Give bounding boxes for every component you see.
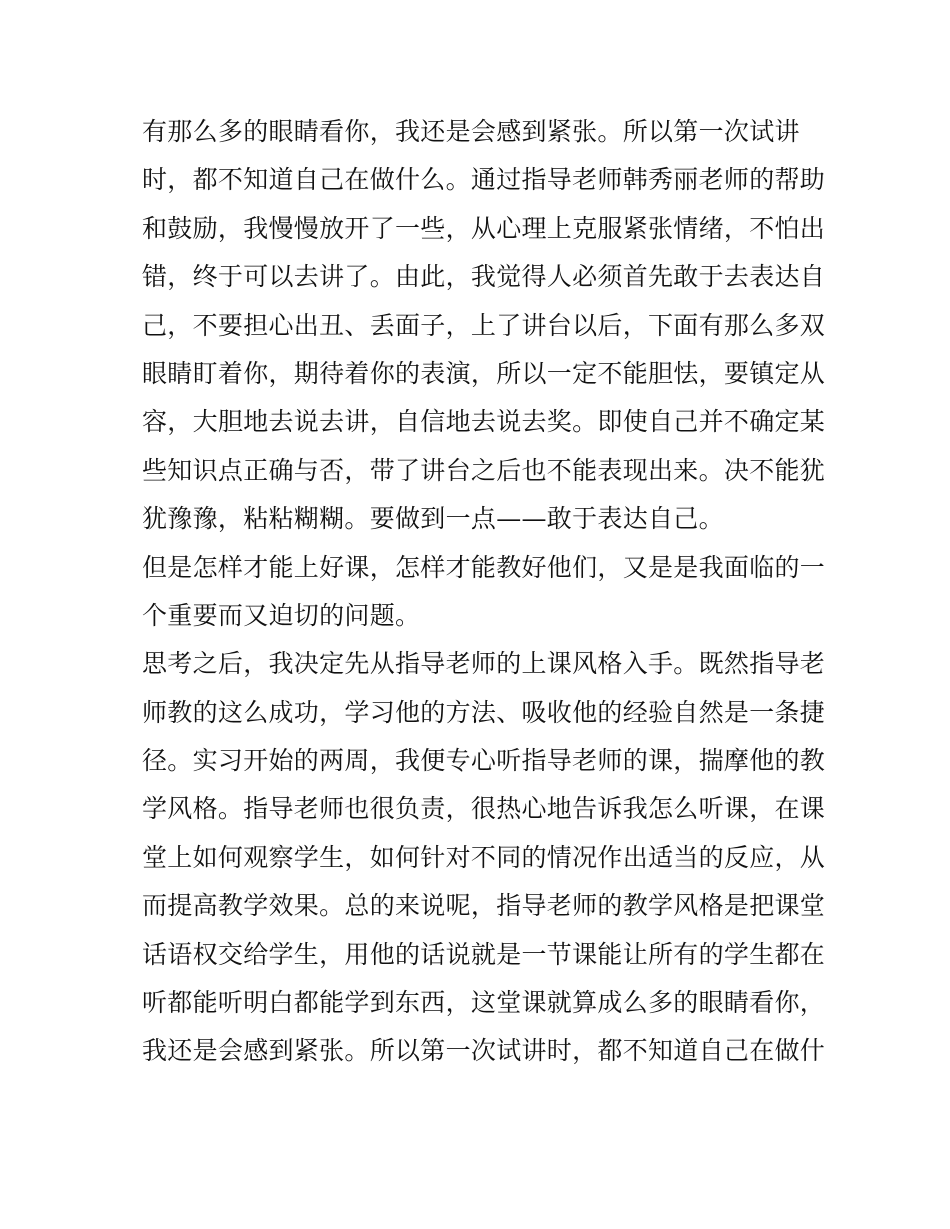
body-text — [142, 108, 826, 1076]
text-line: 犹豫豫，粘粘糊糊。要做到一点——敢于表达自己。 — [142, 504, 724, 534]
text-line: 些知识点正确与否，带了讲台之后也不能表现出来。决不能犹 — [142, 455, 826, 485]
text-line: 听都能听明白都能学到东西，这堂课就算成么多的眼睛看你， — [142, 988, 826, 1018]
text-line: 话语权交给学生，用他的话说就是一节课能让所有的学生都在 — [142, 939, 826, 969]
text-line: 而提高教学效果。总的来说呢，指导老师的教学风格是把课堂 — [142, 891, 826, 921]
text-line: 和鼓励，我慢慢放开了一些，从心理上克服紧张情绪，不怕出 — [142, 213, 826, 243]
text-line: 错，终于可以去讲了。由此，我觉得人必须首先敢于去表达自 — [142, 262, 826, 292]
text-line: 思考之后，我决定先从指导老师的上课风格入手。既然指导老 — [142, 649, 826, 679]
text-line: 容，大胆地去说去讲，自信地去说去奖。即使自己并不确定某 — [142, 407, 826, 437]
text-line: 眼睛盯着你，期待着你的表演，所以一定不能胆怯，要镇定从 — [142, 358, 826, 388]
text-line: 有那么多的眼睛看你，我还是会感到紧张。所以第一次试讲 — [142, 117, 800, 146]
text-line: 径。实习开始的两周，我便专心听指导老师的课，揣摩他的教 — [142, 746, 826, 776]
text-line: 时，都不知道自己在做什么。通过指导老师韩秀丽老师的帮助 — [142, 165, 826, 195]
text-line: 学风格。指导老师也很负责，很热心地告诉我怎么听课，在课 — [142, 794, 826, 824]
text-line: 但是怎样才能上好课，怎样才能教好他们，又是是我面临的一 — [142, 552, 826, 582]
text-line: 个重要而又迫切的问题。 — [142, 600, 421, 630]
text-line: 堂上如何观察学生，如何针对不同的情况作出适当的反应，从 — [142, 842, 826, 872]
text-line: 师教的这么成功，学习他的方法、吸收他的经验自然是一条捷 — [142, 697, 826, 727]
text-line: 我还是会感到紧张。所以第一次试讲时，都不知道自己在做什 — [142, 1036, 826, 1066]
text-line: 己，不要担心出丑、丢面子，上了讲台以后，下面有那么多双 — [142, 310, 826, 340]
